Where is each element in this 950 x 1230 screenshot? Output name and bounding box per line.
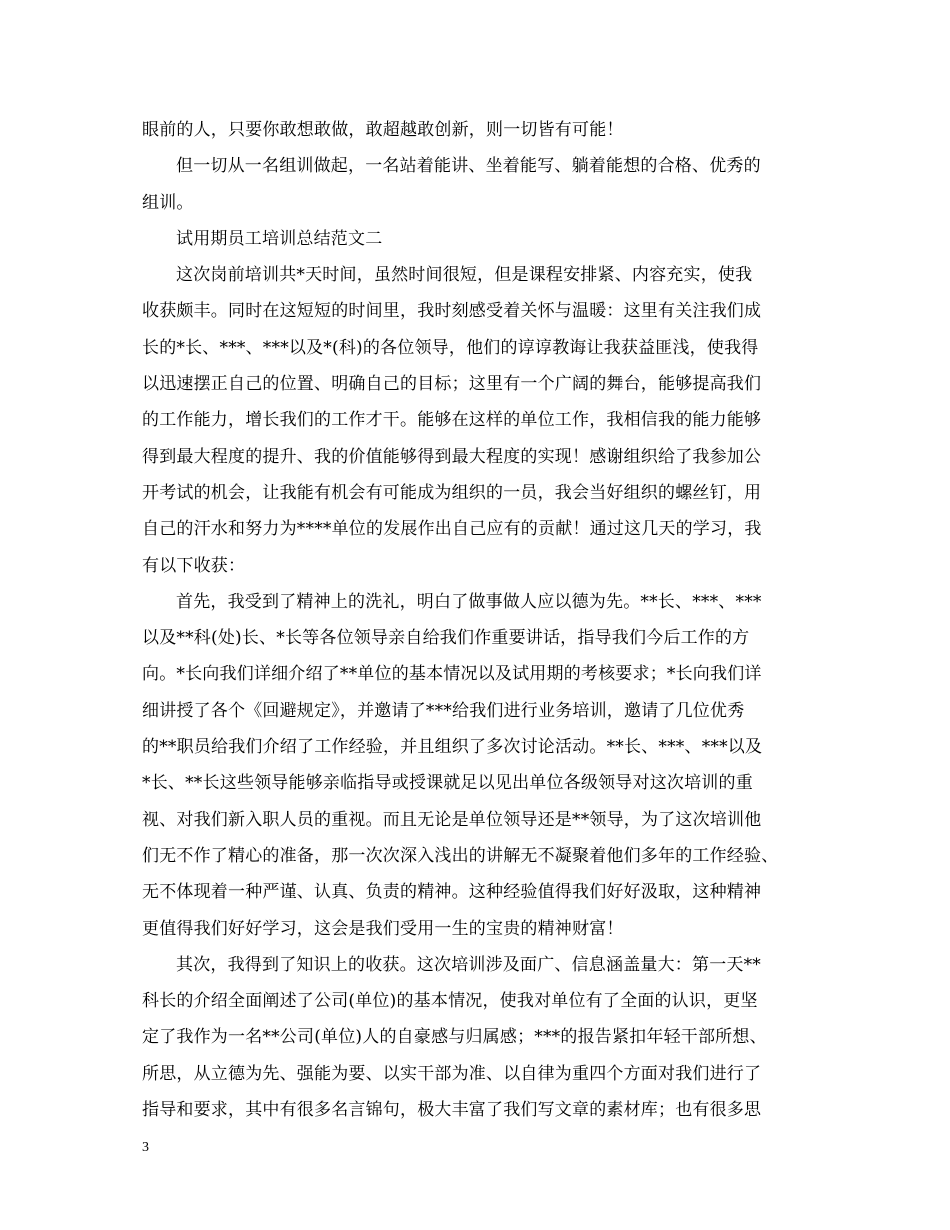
text-line: 长的*长、***、***以及*(科)的各位领导，他们的谆谆教诲让我获益匪浅，使我得 xyxy=(142,337,759,358)
text-line: 眼前的人，只要你敢想敢做，敢超越敢创新，则一切皆有可能！ xyxy=(142,120,624,140)
page-number: 3 xyxy=(142,1140,149,1155)
text-line: 这次岗前培训共*天时间，虽然时间很短，但是课程安排紧、内容充实，使我 xyxy=(176,265,753,286)
text-line: 试用期员工培训总结范文二 xyxy=(176,228,383,249)
text-line: 得到最大程度的提升、我的价值能够得到最大程度的实现！感谢组织给了我参加公 xyxy=(142,446,762,467)
text-line: 自己的汗水和努力为****单位的发展作出自己应有的贡献！通过这几天的学习，我 xyxy=(142,519,762,540)
text-line: 但一切从一名组训做起，一名站着能讲、坐着能写、躺着能想的合格、优秀的 xyxy=(176,156,761,177)
text-line: 其次，我得到了知识上的收获。这次培训涉及面广、信息涵盖量大：第一天** xyxy=(176,954,761,975)
text-line: 科长的介绍全面阐述了公司(单位)的基本情况，使我对单位有了全面的认识，更坚 xyxy=(142,991,758,1012)
text-line: 组训。 xyxy=(142,192,194,213)
text-line: 的工作能力，增长我们的工作才干。能够在这样的单位工作，我相信我的能力能够 xyxy=(142,410,762,431)
text-line: 所思，从立德为先、强能为要、以实干部为准、以自律为重四个方面对我们进行了 xyxy=(142,1063,762,1084)
text-line: 定了我作为一名**公司(单位)人的自豪感与归属感；***的报告紧扣年轻干部所想、 xyxy=(142,1027,767,1048)
text-line: 向。*长向我们详细介绍了**单位的基本情况以及试用期的考核要求；*长向我们详 xyxy=(142,664,762,685)
text-line: 无不体现着一种严谨、认真、负责的精神。这种经验值得我们好好汲取，这种精神 xyxy=(142,882,762,903)
text-line: 有以下收获： xyxy=(142,555,246,576)
text-line: 的**职员给我们介绍了工作经验，并且组织了多次讨论活动。**长、***、***以及 xyxy=(142,737,763,758)
text-line: *长、**长这些领导能够亲临指导或授课就足以见出单位各级领导对这次培训的重 xyxy=(142,773,753,794)
text-line: 收获颇丰。同时在这短短的时间里，我时刻感受着关怀与温暖：这里有关注我们成 xyxy=(142,301,762,322)
text-line: 们无不作了精心的准备，那一次次深入浅出的讲解无不凝聚着他们多年的工作经验、 xyxy=(142,845,779,866)
body-text xyxy=(142,112,820,1128)
text-line: 以及**科(处)长、*长等各位领导亲自给我们作重要讲话，指导我们今后工作的方 xyxy=(142,628,750,649)
text-line: 指导和要求，其中有很多名言锦句，极大丰富了我们写文章的素材库；也有很多思 xyxy=(142,1100,762,1121)
text-line: 视、对我们新入职人员的重视。而且无论是单位领导还是**领导，为了这次培训他 xyxy=(142,809,762,830)
text-line: 细讲授了各个《回避规定》，并邀请了***给我们进行业务培训，邀请了几位优秀 xyxy=(142,700,745,721)
text-line: 首先，我受到了精神上的洗礼，明白了做事做人应以德为先。**长、***、*** xyxy=(176,591,762,612)
text-line: 更值得我们好好学习，这会是我们受用一生的宝贵的精神财富！ xyxy=(142,918,624,939)
text-line: 开考试的机会，让我能有机会有可能成为组织的一员，我会当好组织的螺丝钉，用 xyxy=(142,482,762,503)
text-line: 以迅速摆正自己的位置、明确自己的目标；这里有一个广阔的舞台，能够提高我们 xyxy=(142,374,762,395)
